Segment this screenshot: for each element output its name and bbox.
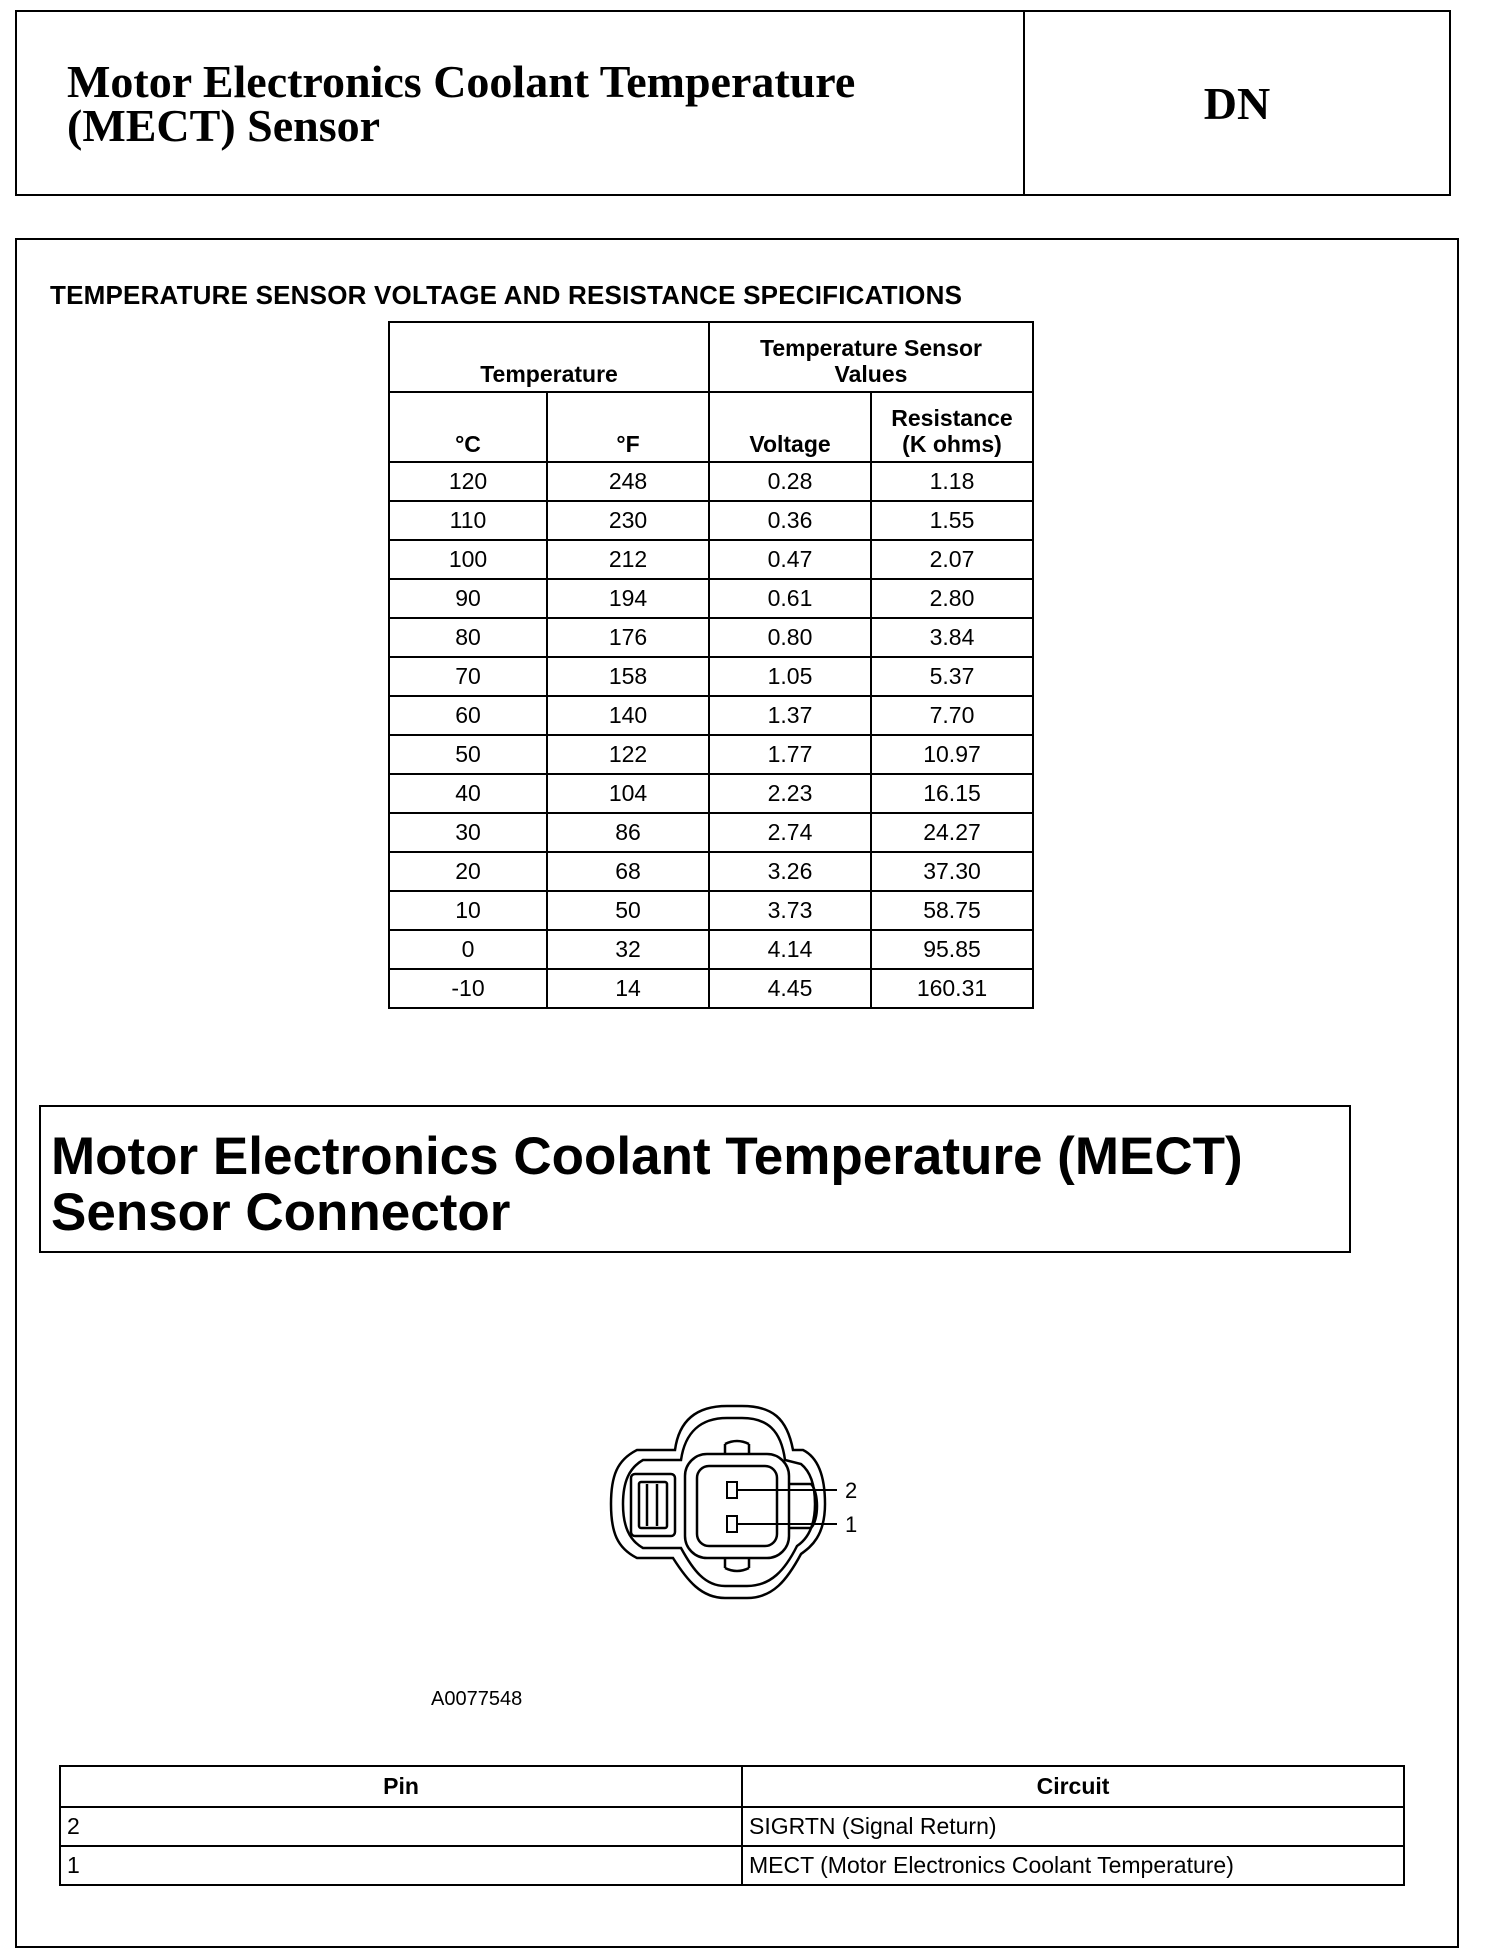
fahrenheit-cell: 230 (547, 501, 709, 540)
page-header (15, 10, 1451, 196)
temperature-group-header: Temperature (389, 322, 709, 392)
voltage-cell: 1.05 (709, 657, 871, 696)
connector-title-line-2: Sensor Connector (51, 1183, 511, 1242)
page-title (17, 12, 1025, 194)
circuit-cell: MECT (Motor Electronics Coolant Temperature) (742, 1846, 1404, 1885)
fahrenheit-header: °F (547, 392, 709, 462)
pin-cell: 2 (60, 1807, 742, 1846)
main-panel (15, 238, 1459, 1948)
resistance-cell: 7.70 (871, 696, 1033, 735)
sensor-values-group-header (709, 322, 1033, 392)
section-code: DN (1203, 77, 1271, 129)
fahrenheit-cell: 68 (547, 852, 709, 891)
voltage-cell: 3.26 (709, 852, 871, 891)
celsius-cell: 20 (389, 852, 547, 891)
table-row (389, 969, 1033, 1008)
resistance-header (871, 392, 1033, 462)
title-line-1: Motor Electronics Coolant Temperature (67, 56, 856, 107)
fahrenheit-cell: 50 (547, 891, 709, 930)
celsius-cell: 60 (389, 696, 547, 735)
resistance-cell: 1.55 (871, 501, 1033, 540)
resistance-cell: 16.15 (871, 774, 1033, 813)
celsius-cell: 90 (389, 579, 547, 618)
connector-section-title (39, 1105, 1351, 1253)
voltage-cell: 4.14 (709, 930, 871, 969)
celsius-cell: 100 (389, 540, 547, 579)
celsius-cell: 80 (389, 618, 547, 657)
resistance-cell: 95.85 (871, 930, 1033, 969)
voltage-cell: 0.28 (709, 462, 871, 501)
table-row (389, 501, 1033, 540)
fahrenheit-cell: 104 (547, 774, 709, 813)
fahrenheit-cell: 122 (547, 735, 709, 774)
celsius-cell: 10 (389, 891, 547, 930)
resistance-cell: 10.97 (871, 735, 1033, 774)
table-row (389, 540, 1033, 579)
celsius-cell: 0 (389, 930, 547, 969)
resistance-cell: 58.75 (871, 891, 1033, 930)
sensor-values-line-1: Temperature Sensor (760, 335, 982, 361)
fahrenheit-cell: 32 (547, 930, 709, 969)
spec-table (388, 321, 1034, 1009)
pin-table (59, 1765, 1405, 1886)
voltage-cell: 0.36 (709, 501, 871, 540)
table-row (389, 462, 1033, 501)
fahrenheit-cell: 176 (547, 618, 709, 657)
resistance-cell: 160.31 (871, 969, 1033, 1008)
fahrenheit-cell: 212 (547, 540, 709, 579)
table-row (389, 852, 1033, 891)
table-row (389, 696, 1033, 735)
voltage-cell: 2.23 (709, 774, 871, 813)
pin-label-1: 1 (845, 1512, 858, 1537)
celsius-cell: 120 (389, 462, 547, 501)
resistance-cell: 2.80 (871, 579, 1033, 618)
connector-title-line-1: Motor Electronics Coolant Temperature (MECT) (51, 1127, 1243, 1186)
resistance-cell: 37.30 (871, 852, 1033, 891)
sensor-values-line-2: Values (834, 361, 908, 387)
resistance-header-line-1: Resistance (891, 405, 1013, 431)
table-row (389, 618, 1033, 657)
voltage-cell: 1.37 (709, 696, 871, 735)
table-row (60, 1846, 1404, 1885)
celsius-cell: 40 (389, 774, 547, 813)
celsius-header: °C (389, 392, 547, 462)
celsius-cell: 110 (389, 501, 547, 540)
voltage-cell: 1.77 (709, 735, 871, 774)
resistance-cell: 3.84 (871, 618, 1033, 657)
table-row (389, 774, 1033, 813)
table-row (389, 579, 1033, 618)
celsius-cell: 50 (389, 735, 547, 774)
celsius-cell: -10 (389, 969, 547, 1008)
table-row (60, 1807, 1404, 1846)
title-line-2: (MECT) Sensor (67, 100, 381, 151)
circuit-header: Circuit (742, 1766, 1404, 1807)
voltage-cell: 0.61 (709, 579, 871, 618)
fahrenheit-cell: 86 (547, 813, 709, 852)
celsius-cell: 30 (389, 813, 547, 852)
spec-heading: TEMPERATURE SENSOR VOLTAGE AND RESISTANCE SPECIFICATIONS (50, 280, 963, 310)
table-row (389, 813, 1033, 852)
pin-label-2: 2 (845, 1478, 858, 1503)
celsius-cell: 70 (389, 657, 547, 696)
circuit-cell: SIGRTN (Signal Return) (742, 1807, 1404, 1846)
figure-id: A0077548 (431, 1688, 523, 1710)
resistance-cell: 2.07 (871, 540, 1033, 579)
voltage-cell: 2.74 (709, 813, 871, 852)
connector-diagram (597, 1398, 887, 1608)
fahrenheit-cell: 158 (547, 657, 709, 696)
resistance-header-line-2: (K ohms) (902, 431, 1002, 457)
resistance-cell: 24.27 (871, 813, 1033, 852)
pin-cell: 1 (60, 1846, 742, 1885)
fahrenheit-cell: 248 (547, 462, 709, 501)
table-row (389, 735, 1033, 774)
voltage-cell: 3.73 (709, 891, 871, 930)
resistance-cell: 1.18 (871, 462, 1033, 501)
table-row (389, 891, 1033, 930)
resistance-cell: 5.37 (871, 657, 1033, 696)
pin-header: Pin (60, 1766, 742, 1807)
voltage-cell: 0.80 (709, 618, 871, 657)
fahrenheit-cell: 140 (547, 696, 709, 735)
fahrenheit-cell: 194 (547, 579, 709, 618)
fahrenheit-cell: 14 (547, 969, 709, 1008)
voltage-header: Voltage (709, 392, 871, 462)
voltage-cell: 0.47 (709, 540, 871, 579)
table-row (389, 930, 1033, 969)
voltage-cell: 4.45 (709, 969, 871, 1008)
table-row (389, 657, 1033, 696)
